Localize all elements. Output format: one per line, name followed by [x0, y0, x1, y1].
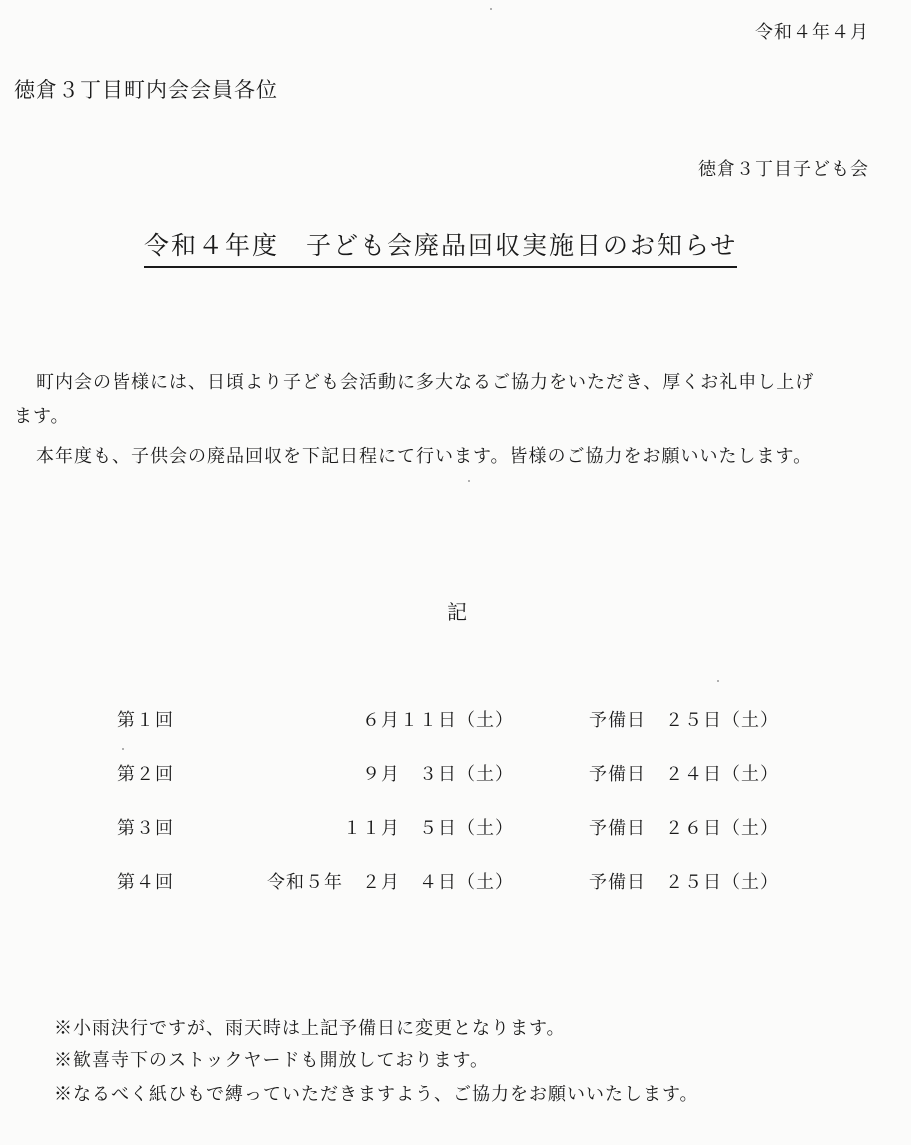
schedule-round: 第１回 — [117, 710, 174, 731]
schedule-round: 第３回 — [117, 818, 174, 839]
note-item: ※小雨決行ですが、雨天時は上記予備日に変更となります。 — [54, 1018, 566, 1039]
scan-speck — [468, 480, 470, 482]
document-date: 令和４年４月 — [755, 22, 869, 43]
schedule-date: ９月 ３日（土） — [362, 764, 514, 785]
recipient-line: 徳倉３丁目町内会会員各位 — [14, 78, 278, 102]
schedule-reserve-day: 予備日 ２４日（土） — [589, 764, 779, 785]
notice-title: 令和４年度 子ども会廃品回収実施日のお知らせ — [144, 226, 737, 268]
schedule-reserve-day: 予備日 ２５日（土） — [589, 872, 779, 893]
schedule-date: ６月１１日（土） — [362, 710, 514, 731]
schedule-date: １１月 ５日（土） — [343, 818, 514, 839]
schedule-round: 第２回 — [117, 764, 174, 785]
schedule-row — [0, 760, 911, 794]
intro-paragraph — [14, 366, 909, 434]
schedule-row — [0, 814, 911, 848]
scan-speck — [490, 8, 492, 10]
intro-line-2: ます。 — [14, 406, 70, 427]
note-item: ※歓喜寺下のストックヤードも開放しております。 — [54, 1050, 490, 1071]
sender-line: 徳倉３丁目子ども会 — [698, 159, 869, 180]
scan-speck — [717, 680, 719, 682]
schedule-reserve-day: 予備日 ２５日（土） — [589, 710, 779, 731]
announcement-paragraph — [14, 440, 909, 474]
schedule-reserve-day: 予備日 ２６日（土） — [589, 818, 779, 839]
schedule-date: 令和５年 ２月 ４日（土） — [267, 872, 514, 893]
schedule-row — [0, 868, 911, 902]
intro-line-1: 町内会の皆様には、日頃より子ども会活動に多大なるご協力をいただき、厚くお礼申し上げ — [36, 372, 815, 393]
ki-heading: 記 — [447, 600, 467, 624]
schedule-round: 第４回 — [117, 872, 174, 893]
schedule-row — [0, 706, 911, 740]
scan-speck — [122, 748, 124, 750]
note-item: ※なるべく紙ひもで縛っていただきますよう、ご協力をお願いいたします。 — [54, 1084, 699, 1105]
announcement-line: 本年度も、子供会の廃品回収を下記日程にて行います。皆様のご協力をお願いいたします。 — [36, 446, 813, 467]
